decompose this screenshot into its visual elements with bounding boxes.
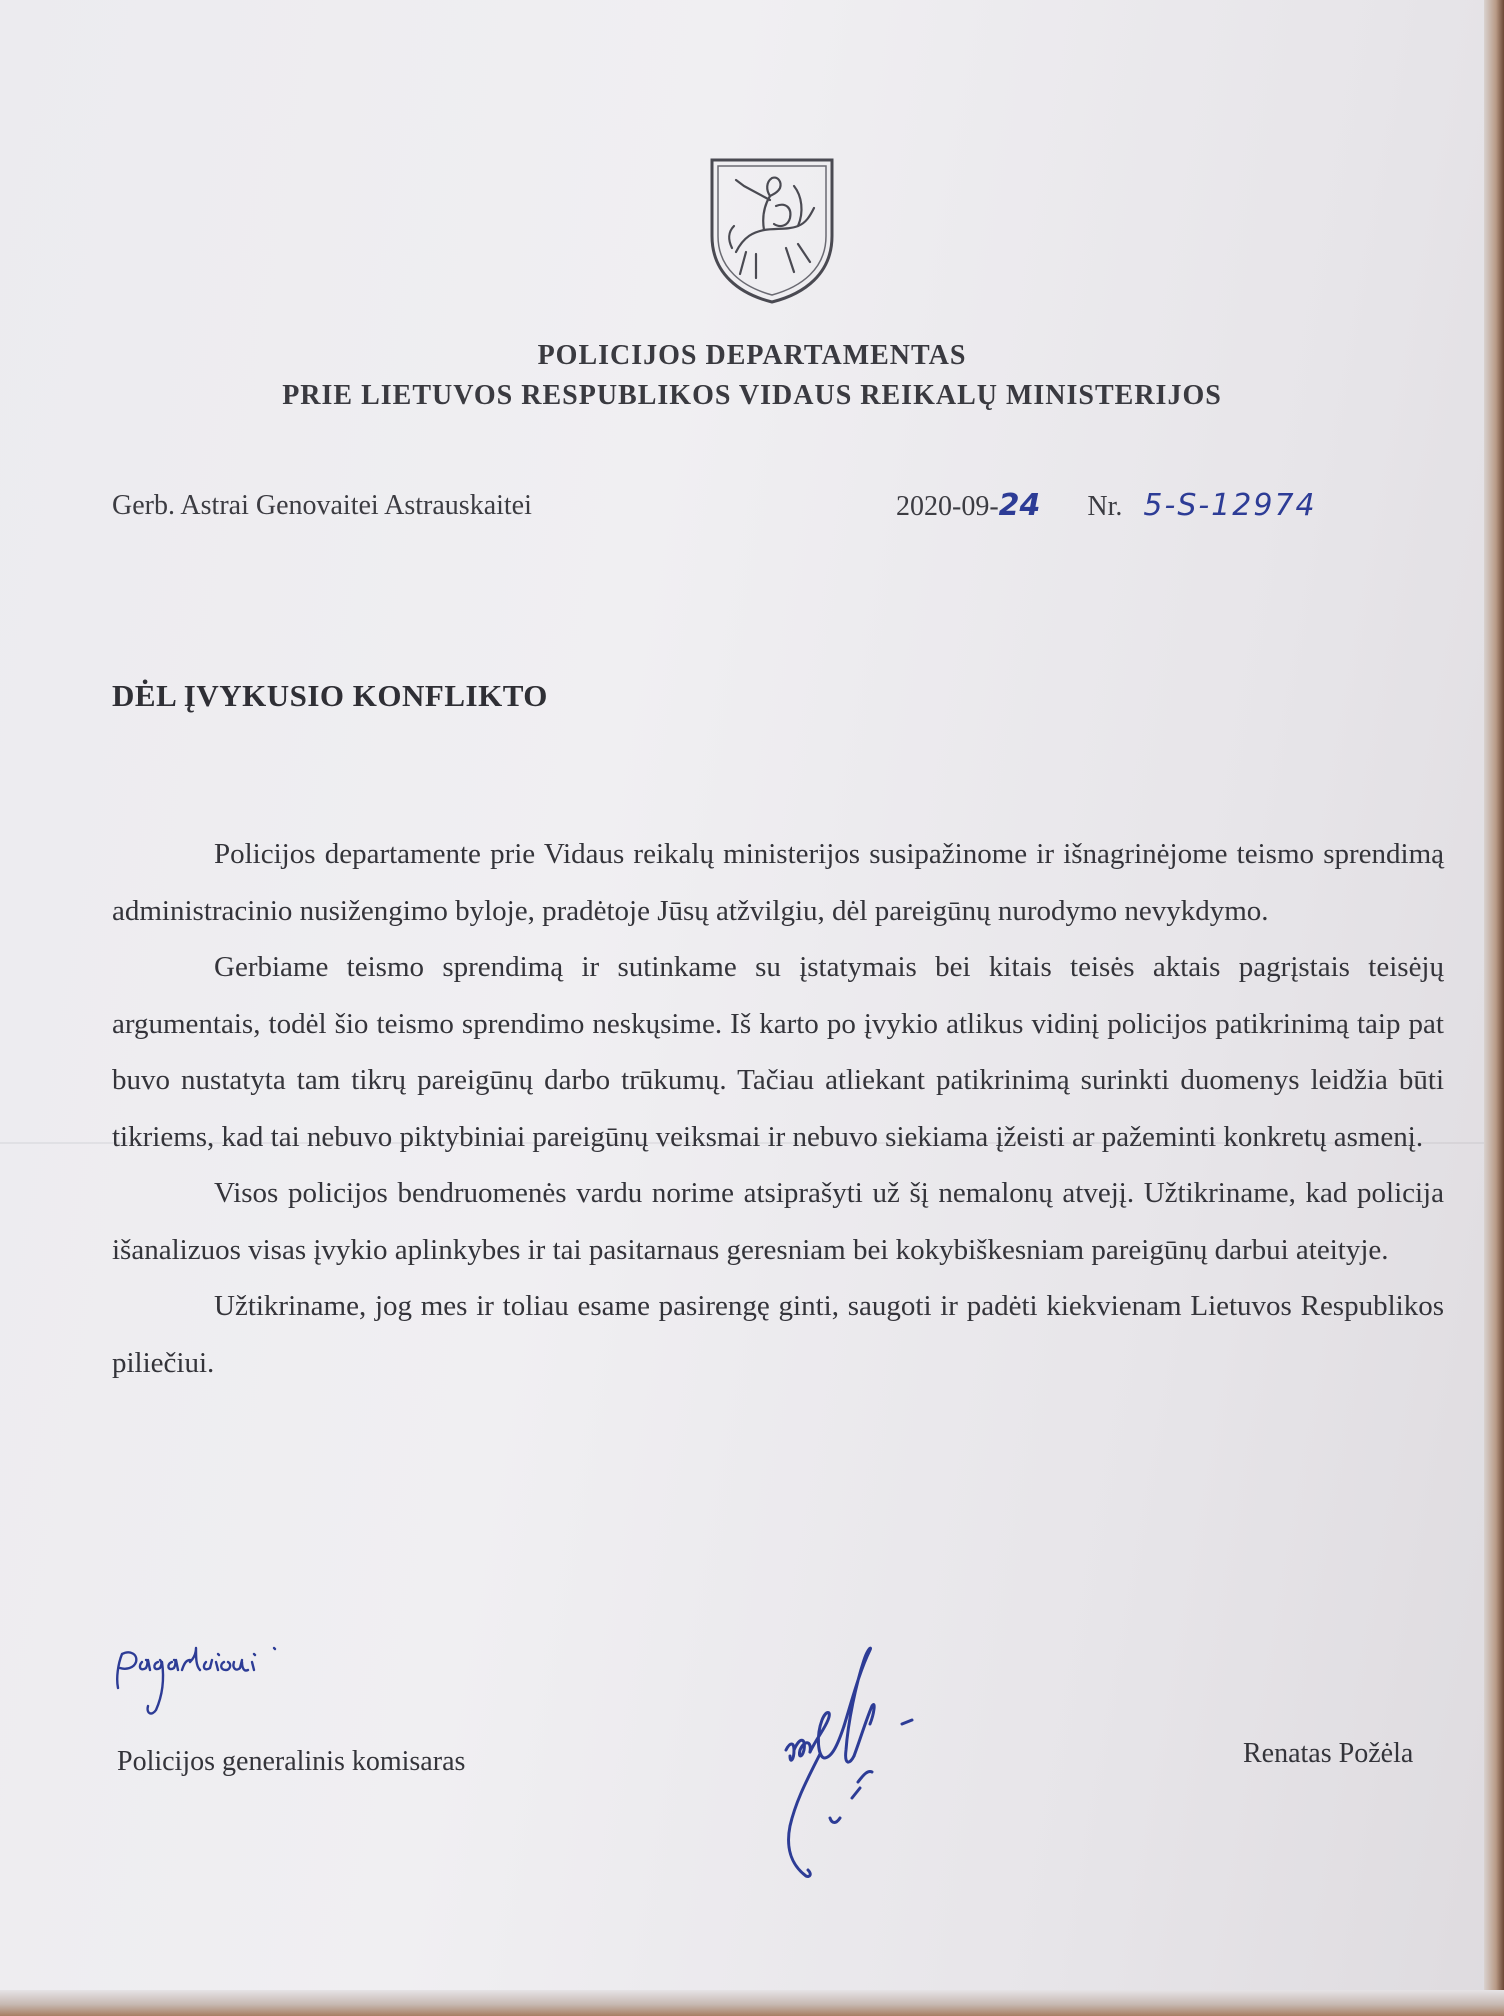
department-title: POLICIJOS DEPARTAMENTAS <box>537 340 967 371</box>
number-handwritten: 5-S-12974 <box>1143 488 1317 523</box>
department-subtitle: PRIE LIETUVOS RESPUBLIKOS VIDAUS REIKALŲ MINISTERIJOS <box>282 380 1222 411</box>
paper-edge-shadow <box>1484 0 1504 2016</box>
document-reference <box>896 488 1317 523</box>
date-handwritten: 24 <box>998 488 1041 523</box>
paragraph: Policijos departamente prie Vidaus reikalų ministerijos susipažinome ir išnagrinėjome teismo sprendimą administracinio nusižengimo byloje, pradėtoje Jūsų atžvilgiu, dėl pareigūnų nurodymo nevykdymo. <box>112 838 1444 927</box>
paragraph: Visos policijos bendruomenės vardu norime atsiprašyti už šį nemalonų atvejį. Užtikriname, kad policija išanalizuos visas įvykio aplinkybes ir tai pasitarnaus geresniam bei kokybiškesniam pareigūnų darbui ateityje. <box>112 1177 1444 1266</box>
letter-body <box>112 826 1444 1391</box>
addressee: Gerb. Astrai Genovaitei Astrauskaitei <box>112 490 532 521</box>
date-printed: 2020-09- <box>896 491 999 522</box>
handwritten-signature <box>760 1640 930 1910</box>
handwritten-note-pagarbiai <box>112 1640 302 1720</box>
paragraph: Užtikriname, jog mes ir toliau esame pasirengę ginti, saugoti ir padėti kiekvienam Lietuvos Respublikos piliečiui. <box>112 1290 1444 1379</box>
number-label: Nr. <box>1087 491 1123 522</box>
subject-heading: DĖL ĮVYKUSIO KONFLIKTO <box>112 678 548 713</box>
signatory-name: Renatas Požėla <box>1243 1738 1414 1769</box>
signatory-role: Policijos generalinis komisaras <box>117 1746 466 1777</box>
lithuanian-coat-of-arms-vytis-icon <box>706 156 838 306</box>
paragraph: Gerbiame teismo sprendimą ir sutinkame su įstatymais bei kitais teisės aktais pagrįstais teisėjų argumentais, todėl šio teismo sprendimo neskųsime. Iš karto po įvykio atlikus vidinį policijos patikrinimą taip pat buvo nustatyta tam tikrų pareigūnų darbo trūkumų. Tačiau atliekant patikrinimą surinkti duomenys leidžia būti tikriems, kad tai nebuvo piktybiniai pareigūnų veiksmai ir nebuvo siekiama įžeisti ar pažeminti konkretų asmenį. <box>112 951 1444 1153</box>
table-surface <box>0 1990 1504 2016</box>
